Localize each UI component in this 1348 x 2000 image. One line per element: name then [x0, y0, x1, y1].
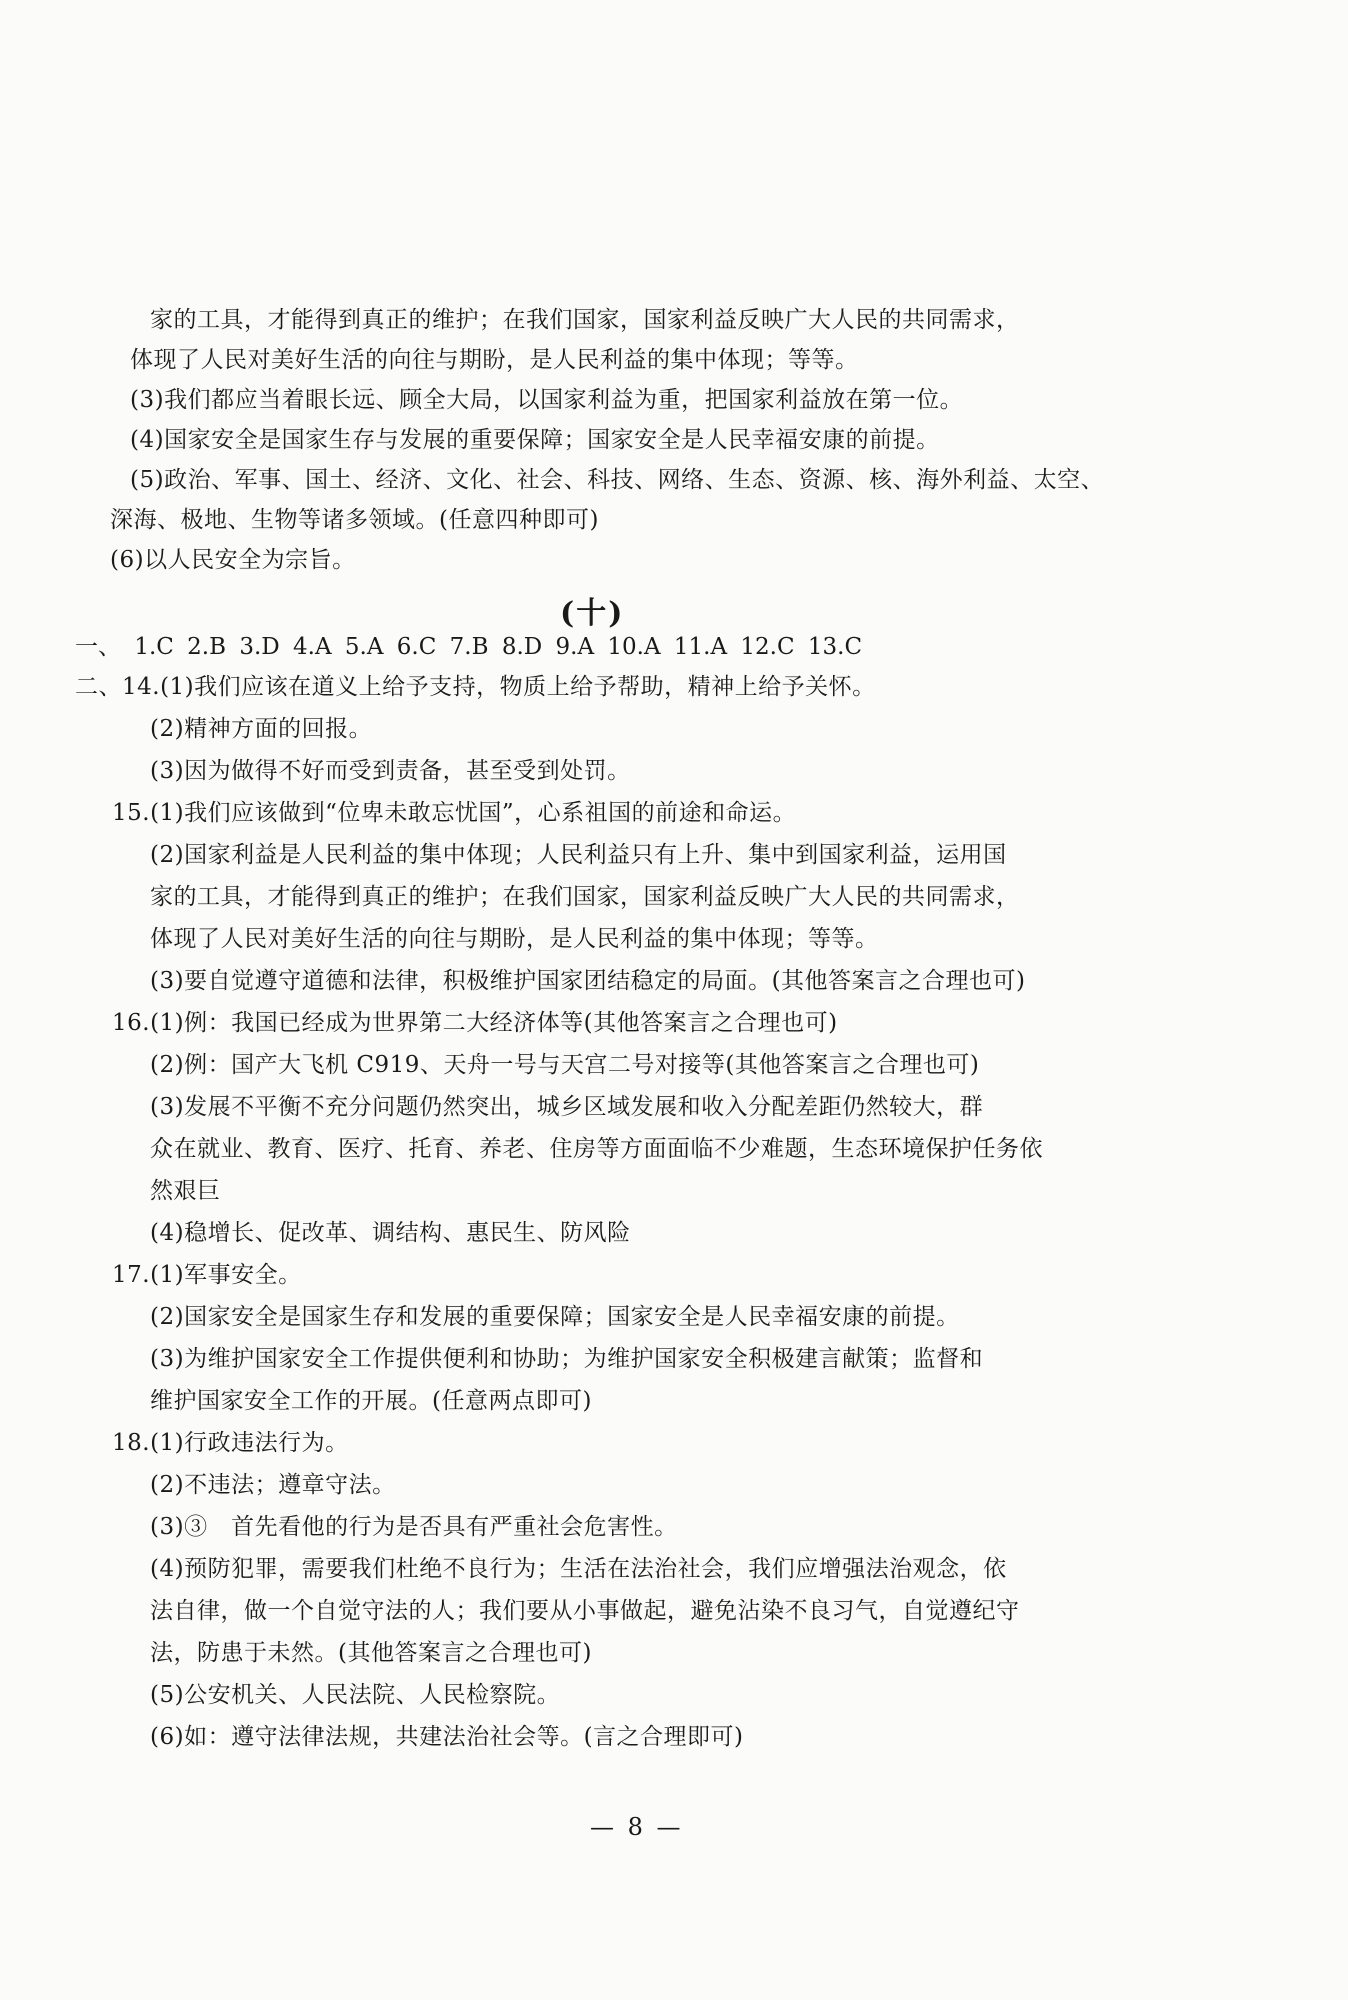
mc-answer: 9.A [555, 634, 595, 660]
text-line: 二、14.(1)我们应该在道义上给予支持，物质上给予帮助，精神上给予关怀。 [75, 674, 876, 700]
text-line: (4)稳增长、促改革、调结构、惠民生、防风险 [150, 1220, 631, 1246]
section-heading: (十) [560, 596, 625, 631]
text-line: (3)我们都应当着眼长远、顾全大局，以国家利益为重，把国家利益放在第一位。 [130, 387, 964, 413]
text-line: (2)不违法；遵章守法。 [150, 1472, 396, 1498]
text-line: 众在就业、教育、医疗、托育、养老、住房等方面面临不少难题，生态环境保护任务依 [150, 1136, 1043, 1162]
text-line: (2)国家利益是人民利益的集中体现；人民利益只有上升、集中到国家利益，运用国 [150, 842, 1007, 868]
text-line: 然艰巨 [150, 1178, 221, 1204]
mc-answer: 3.D [239, 634, 280, 660]
text-line: (3)③ 首先看他的行为是否具有严重社会危害性。 [150, 1514, 678, 1540]
text-line: (2)国家安全是国家生存和发展的重要保障；国家安全是人民幸福安康的前提。 [150, 1304, 960, 1330]
text-line: 17.(1)军事安全。 [112, 1262, 302, 1288]
text-line: (3)要自觉遵守道德和法律，积极维护国家团结稳定的局面。(其他答案言之合理也可) [150, 968, 1026, 994]
text-line: (4)预防犯罪，需要我们杜绝不良行为；生活在法治社会，我们应增强法治观念，依 [150, 1556, 1007, 1582]
mc-answer: 7.B [449, 634, 489, 660]
mc-label: 一、 [75, 634, 121, 660]
text-line: 体现了人民对美好生活的向往与期盼，是人民利益的集中体现；等等。 [150, 926, 879, 952]
page-number: — 8 — [590, 1813, 684, 1841]
text-line: 家的工具，才能得到真正的维护；在我们国家，国家利益反映广大人民的共同需求， [150, 307, 1020, 333]
text-line: 15.(1)我们应该做到“位卑未敢忘忧国”，心系祖国的前途和命运。 [112, 800, 797, 826]
text-line: (6)如：遵守法律法规，共建法治社会等。(言之合理即可) [150, 1724, 744, 1750]
mc-answer: 2.B [187, 634, 227, 660]
text-line: (2)精神方面的回报。 [150, 716, 373, 742]
text-line: 维护国家安全工作的开展。(任意两点即可) [150, 1388, 592, 1414]
text-line: (3)因为做得不好而受到责备，甚至受到处罚。 [150, 758, 631, 784]
mc-answer: 5.A [344, 634, 384, 660]
multiple-choice-answers [75, 632, 868, 662]
text-line: (3)发展不平衡不充分问题仍然突出，城乡区域发展和收入分配差距仍然较大，群 [150, 1094, 984, 1120]
mc-answer: 12.C [740, 634, 795, 660]
text-line: (3)为维护国家安全工作提供便利和协助；为维护国家安全积极建言献策；监督和 [150, 1346, 984, 1372]
mc-answer: 6.C [396, 634, 437, 660]
text-line: (6)以人民安全为宗旨。 [110, 547, 356, 573]
mc-answer: 11.A [673, 634, 728, 660]
mc-answer: 1.C [134, 634, 174, 660]
text-line: (5)公安机关、人民法院、人民检察院。 [150, 1682, 561, 1708]
mc-answer: 10.A [607, 634, 661, 660]
text-line: (5)政治、军事、国土、经济、文化、社会、科技、网络、生态、资源、核、海外利益、太空、 [130, 467, 1105, 493]
text-line: 法，防患于未然。(其他答案言之合理也可) [150, 1640, 592, 1666]
text-line: 16.(1)例：我国已经成为世界第二大经济体等(其他答案言之合理也可) [112, 1010, 838, 1036]
mc-answer: 13.C [807, 634, 863, 660]
text-line: 18.(1)行政违法行为。 [112, 1430, 349, 1456]
text-line: 法自律，做一个自觉守法的人；我们要从小事做起，避免沾染不良习气，自觉遵纪守 [150, 1598, 1020, 1624]
mc-answer: 4.A [293, 634, 332, 660]
text-line: (4)国家安全是国家生存与发展的重要保障；国家安全是人民幸福安康的前提。 [130, 427, 940, 453]
text-line: 家的工具，才能得到真正的维护；在我们国家，国家利益反映广大人民的共同需求， [150, 884, 1020, 910]
text-line: (2)例：国产大飞机 C919、天舟一号与天宫二号对接等(其他答案言之合理也可) [150, 1052, 980, 1078]
text-line: 体现了人民对美好生活的向往与期盼，是人民利益的集中体现；等等。 [130, 347, 859, 373]
mc-answer: 8.D [501, 634, 543, 660]
text-line: 深海、极地、生物等诸多领域。(任意四种即可) [110, 507, 599, 533]
